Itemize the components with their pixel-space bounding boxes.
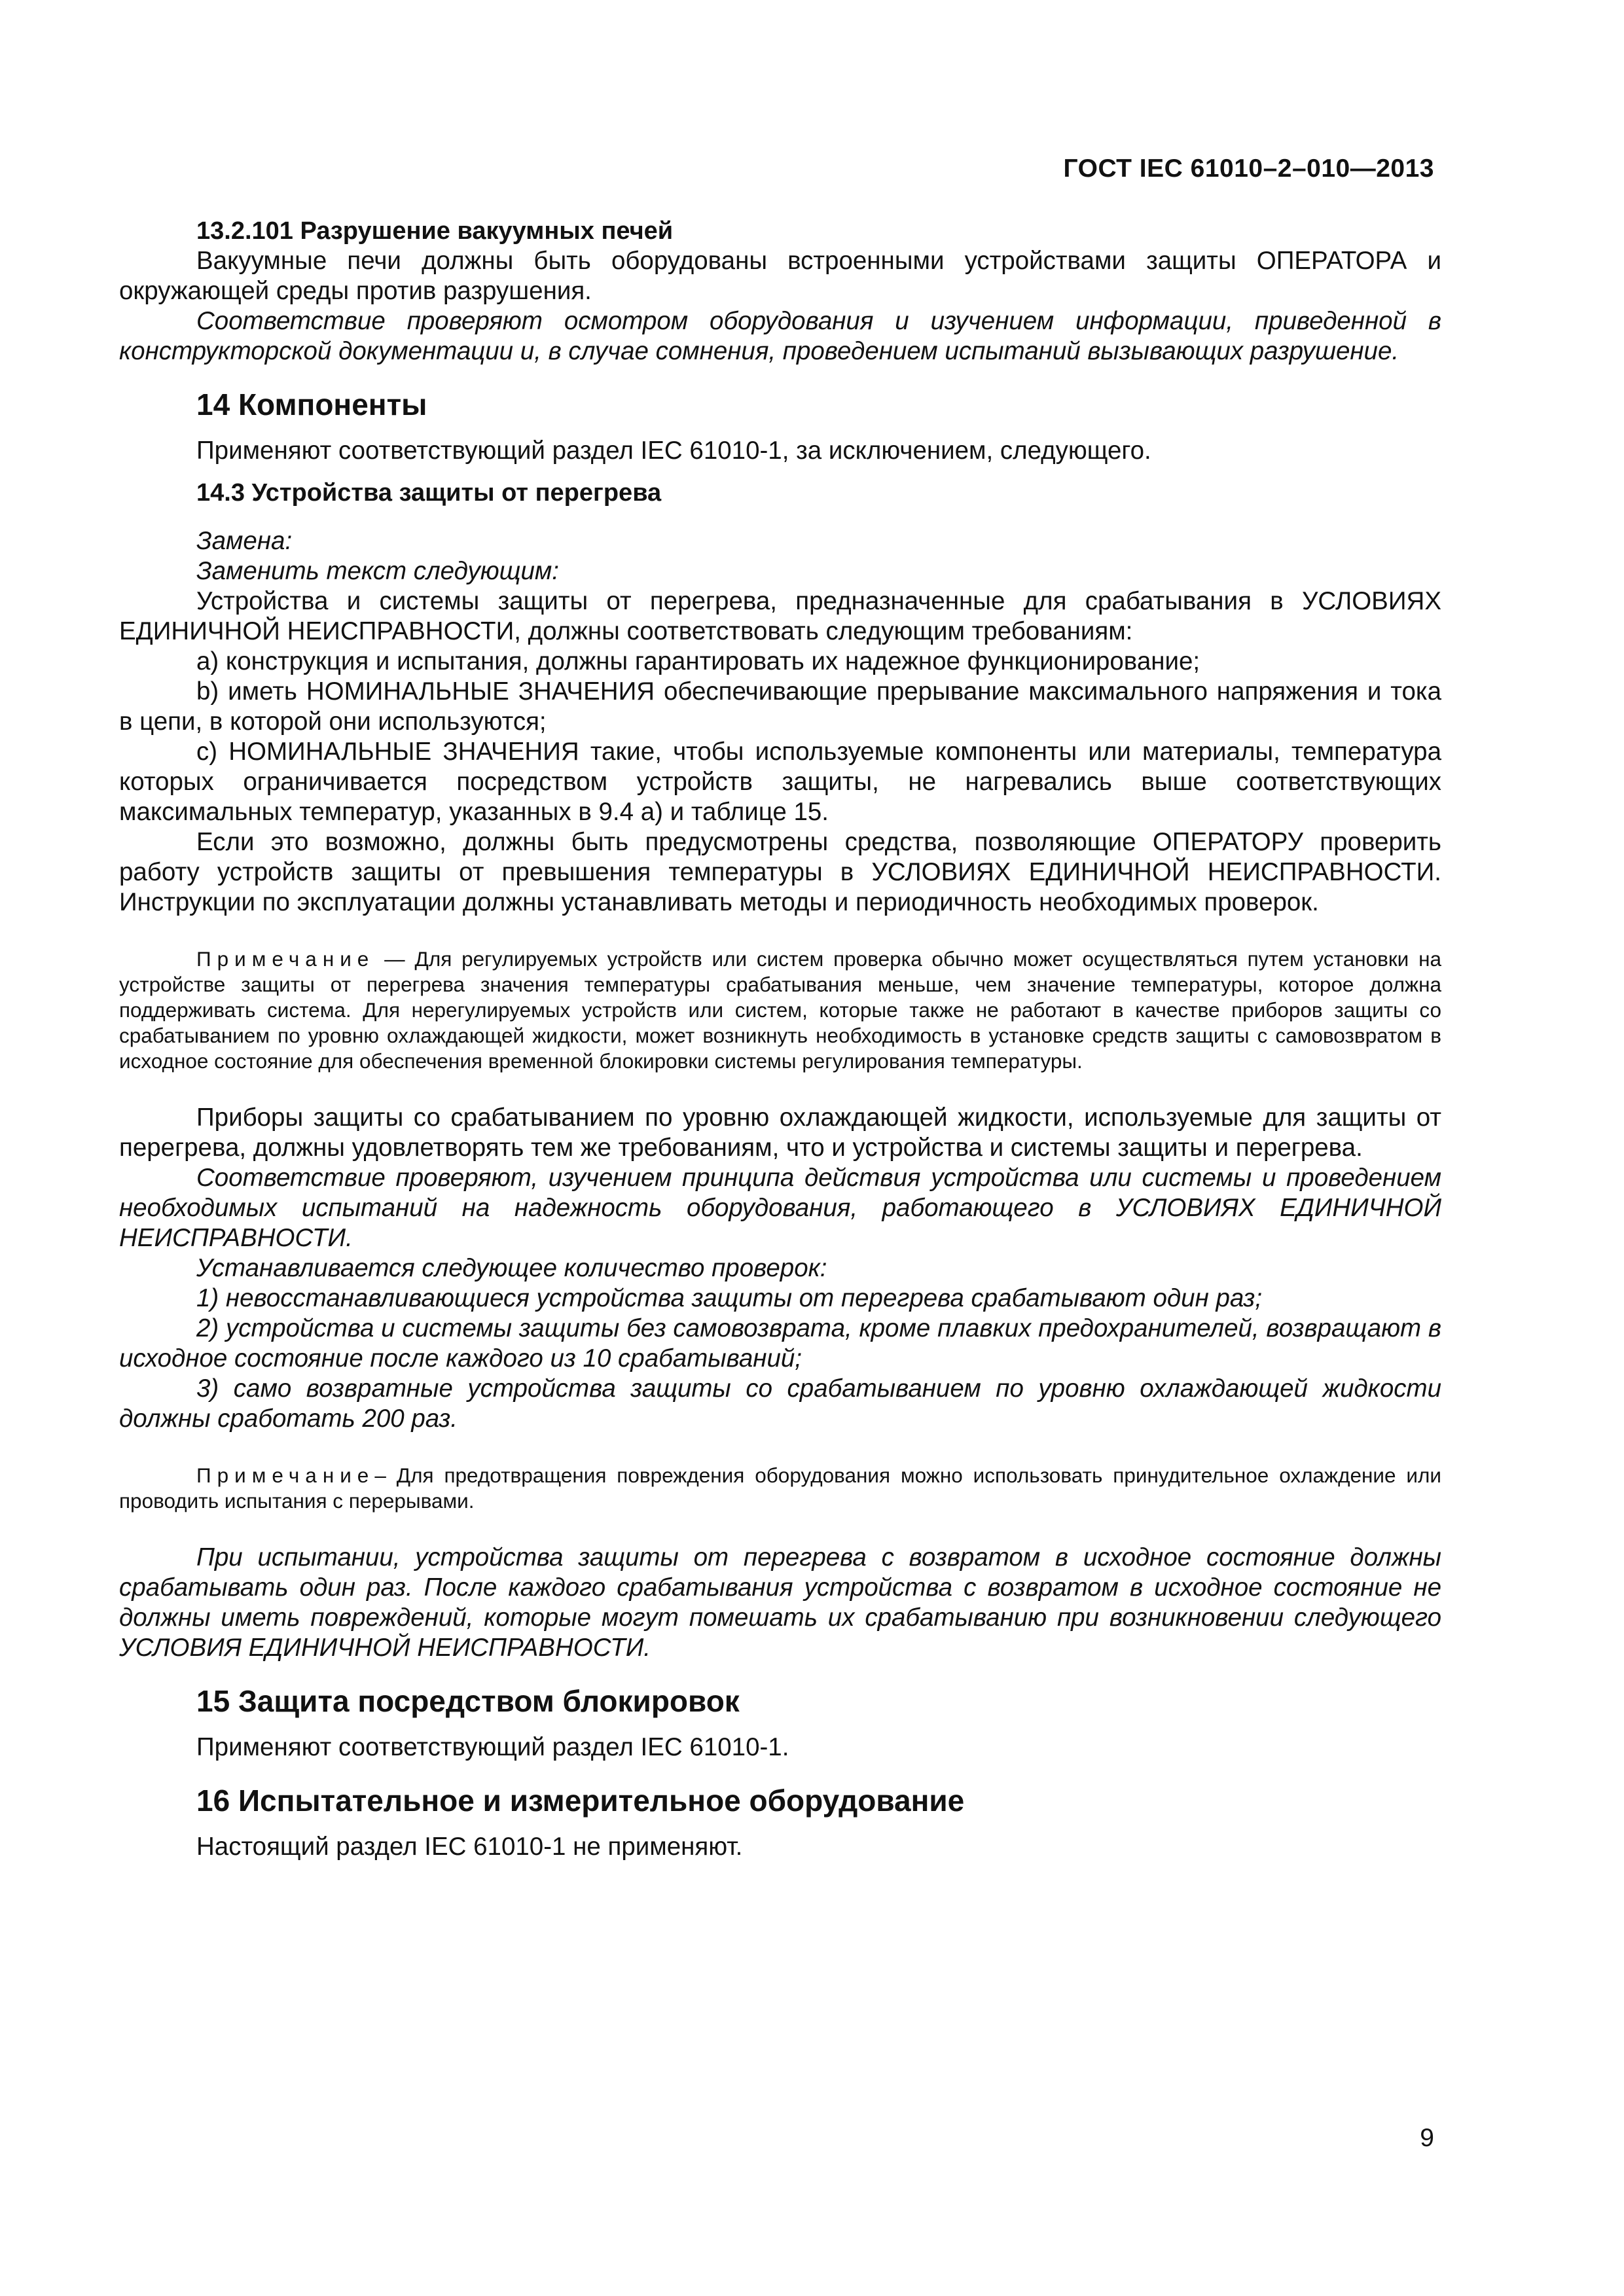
list-item-3: 3) само возвратные устройства защиты со срабатыванием по уровню охлаждающей жидкости должны сработать 200 раз. bbox=[119, 1374, 1441, 1433]
section-15-title: 15 Защита посредством блокировок bbox=[196, 1684, 740, 1718]
note-text: – Для предотвращения повреждения оборудования можно использовать принудительное охлаждение или проводить испытания с перерывами. bbox=[119, 1463, 1441, 1513]
paragraph: Применяют соответствующий раздел IEC 61010-1, за исключением, следующего. bbox=[196, 437, 1151, 465]
list-item-2: 2) устройства и системы защиты без самовозврата, кроме плавких предохранителей, возвращают в исходное состояние после каждого из 10 срабатываний; bbox=[119, 1314, 1441, 1372]
section-14-title: 14 Компоненты bbox=[196, 387, 427, 422]
section-14-3-title: 14.3 Устройства защиты от перегрева bbox=[196, 479, 662, 507]
page-number: 9 bbox=[1420, 2124, 1434, 2152]
list-item-a: a) конструкция и испытания, должны гарантировать их надежное функционирование; bbox=[196, 647, 1200, 675]
note-label: Примечание bbox=[196, 947, 375, 971]
document-body bbox=[119, 216, 1441, 1862]
document-header: ГОСТ IEC 61010–2–010—2013 bbox=[1063, 154, 1434, 183]
compliance-paragraph: Соответствие проверяют осмотром оборудования и изучением информации, приведенной в конструкторской документации и, в случае сомнения, проведением испытаний вызывающих разрушение. bbox=[119, 307, 1441, 365]
section-13-2-101-title: 13.2.101 Разрушение вакуумных печей bbox=[196, 217, 674, 245]
note-text: — Для регулируемых устройств или систем проверка обычно может осуществляться путем установки на устройстве защиты от перегрева значения температуры срабатывания меньше, чем значение температуры, которое должна поддерживать система. Для нерегулируемых устройств или систем, которые также не работают в качестве приборов защиты со срабатыванием по уровню охлаждающей жидкости, может возникнуть необходимость в установке средств защиты с самовозвратом в исходное состояние для обеспечения временной блокировки системы регулирования температуры. bbox=[119, 947, 1441, 1073]
paragraph: Приборы защиты со срабатыванием по уровню охлаждающей жидкости, используемые для защиты от перегрева, должны удовлетворять тем же требованиям, что и устройства и системы защиты и перегрева. bbox=[119, 1103, 1441, 1162]
list-item-c: c) НОМИНАЛЬНЫЕ ЗНАЧЕНИЯ такие, чтобы используемые компоненты или материалы, температура которых ограничивается посредством устройств защиты, не нагревались выше соответствующих максимальных температур, указанных в 9.4 a) и таблице 15. bbox=[119, 738, 1441, 826]
list-item-b: b) иметь НОМИНАЛЬНЫЕ ЗНАЧЕНИЯ обеспечивающие прерывание максимального напряжения и тока в цепи, в которой они используются; bbox=[119, 677, 1441, 736]
paragraph: Устанавливается следующее количество проверок: bbox=[196, 1254, 827, 1282]
replace-instruction: Заменить текст следующим: bbox=[196, 557, 559, 585]
paragraph: Если это возможно, должны быть предусмотрены средства, позволяющие ОПЕРАТОРУ проверить работу устройств защиты от превышения температуры в УСЛОВИЯХ ЕДИНИЧНОЙ НЕИСПРАВНОСТИ. Инструкции по эксплуатации должны устанавливать методы и периодичность необходимых проверок. bbox=[119, 828, 1441, 916]
paragraph: Вакуумные печи должны быть оборудованы встроенными устройствами защиты ОПЕРАТОРА и окружающей среды против разрушения. bbox=[119, 247, 1441, 305]
replace-label: Замена: bbox=[196, 527, 293, 555]
paragraph: Применяют соответствующий раздел IEC 61010-1. bbox=[196, 1733, 789, 1761]
paragraph: Устройства и системы защиты от перегрева, предназначенные для срабатывания в УСЛОВИЯХ ЕДИНИЧНОЙ НЕИСПРАВНОСТИ, должны соответствовать следующим требованиям: bbox=[119, 587, 1441, 645]
paragraph: Настоящий раздел IEC 61010-1 не применяют. bbox=[196, 1833, 743, 1861]
list-item-1: 1) невосстанавливающиеся устройства защиты от перегрева срабатывают один раз; bbox=[196, 1284, 1263, 1312]
section-16-title: 16 Испытательное и измерительное оборудование bbox=[196, 1784, 965, 1818]
paragraph: При испытании, устройства защиты от перегрева с возвратом в исходное состояние должны срабатывать один раз. После каждого срабатывания устройства с возвратом в исходное состояние не должны иметь повреждений, которые могут помешать их срабатыванию при возникновении следующего УСЛОВИЯ ЕДИНИЧНОЙ НЕИСПРАВНОСТИ. bbox=[119, 1543, 1441, 1662]
compliance-paragraph: Соответствие проверяют, изучением принципа действия устройства или системы и проведением необходимых испытаний на надежность оборудования, работающего в УСЛОВИЯХ ЕДИНИЧНОЙ НЕИСПРАВНОСТИ. bbox=[119, 1164, 1441, 1252]
note-label: Примечание bbox=[196, 1463, 375, 1487]
note-1 bbox=[119, 946, 1441, 1074]
note-2 bbox=[119, 1463, 1441, 1514]
